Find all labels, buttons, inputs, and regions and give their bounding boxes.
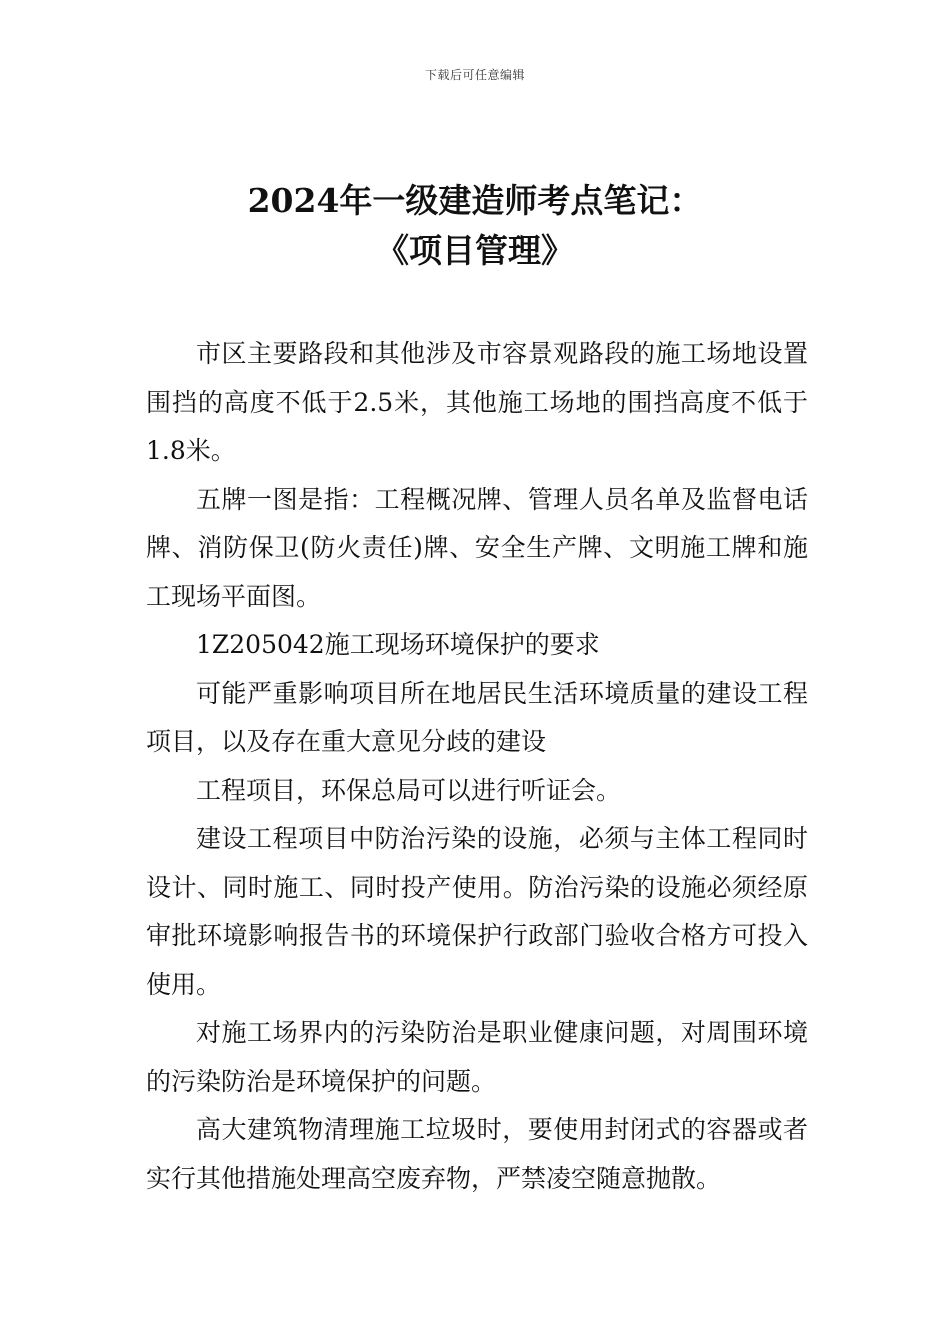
paragraph-hearing-cont: 工程项目，环保总局可以进行听证会。 [196, 775, 622, 805]
paragraph-pollution-scope: 对施工场界内的污染防治是职业健康问题，对周围环境的污染防治是环境保护的问题。 [146, 1018, 808, 1096]
paragraph-five-boards: 五牌一图是指：工程概况牌、管理人员名单及监督电话牌、消防保卫(防火责任)牌、安全生产牌、文明施工牌和施工现场平面图。 [146, 484, 808, 611]
title-line-2: 《项目管理》 [376, 231, 574, 270]
paragraph-pollution-facilities: 建设工程项目中防治污染的设施，必须与主体工程同时设计、同时施工、同时投产使用。防治污染的设施必须经原审批环境影响报告书的环境保护行政部门验收合格方可投入使用。 [146, 824, 808, 999]
paragraph-hearing-intro: 可能严重影响项目所在地居民生活环境质量的建设工程项目，以及存在重大意见分歧的建设 [146, 678, 808, 756]
document-title [0, 176, 950, 276]
document-body [146, 330, 808, 1203]
paragraph-fence-height: 市区主要路段和其他涉及市容景观路段的施工场地设置围挡的高度不低于2.5米，其他施工场地的围挡高度不低于1.8米。 [146, 339, 808, 465]
paragraph-high-rise-waste: 高大建筑物清理施工垃圾时，要使用封闭式的容器或者实行其他措施处理高空废弃物，严禁凌空随意抛散。 [146, 1115, 808, 1193]
title-line-1: 2024年一级建造师考点笔记： [247, 181, 703, 220]
header-note: 下载后可任意编辑 [424, 68, 525, 82]
section-heading-1z205042: 1Z205042施工现场环境保护的要求 [196, 630, 600, 659]
